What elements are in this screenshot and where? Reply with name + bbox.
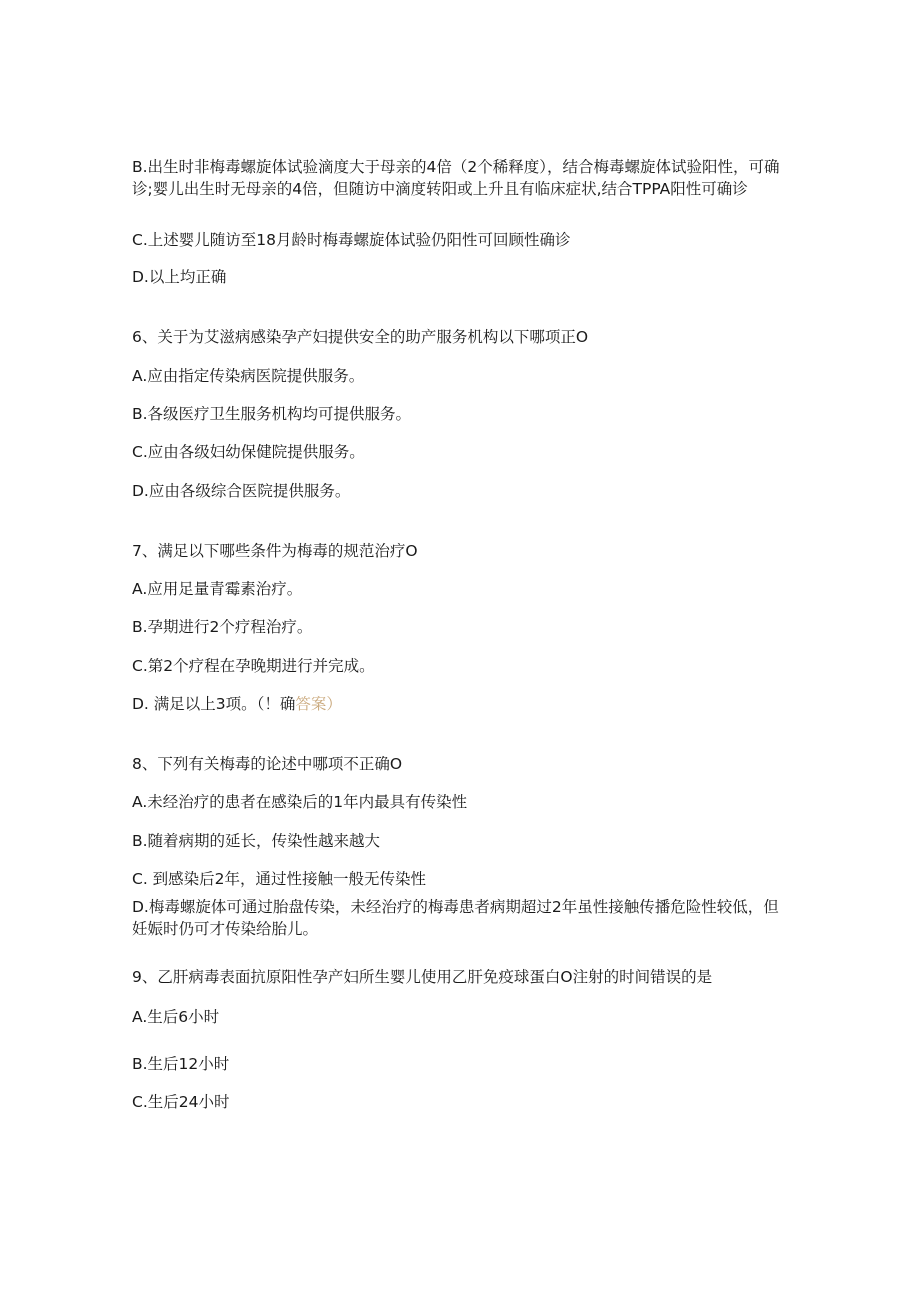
q6-option-d: D.应由各级综合医院提供服务。 — [132, 482, 351, 500]
q7-option-d-text: D. 满足以上3项。（！确 — [132, 695, 296, 713]
q7-question: 7、满足以下哪些条件为梅毒的规范治疗O — [132, 542, 418, 560]
q8-option-c: C. 到感染后2年，通过性接触一般无传染性 — [132, 870, 427, 888]
q8-option-b: B.随着病期的延长，传染性越来越大 — [132, 832, 381, 850]
q9-option-b: B.生后12小时 — [132, 1055, 230, 1073]
q5-option-c: C.上述婴儿随访至18月龄时梅毒螺旋体试验仍阳性可回顾性确诊 — [132, 231, 571, 249]
q8-question: 8、下列有关梅毒的论述中哪项不正确O — [132, 755, 403, 773]
q5-option-d: D.以上均正确 — [132, 268, 227, 286]
q6-option-c: C.应由各级妇幼保健院提供服务。 — [132, 443, 365, 461]
q6-option-b: B.各级医疗卫生服务机构均可提供服务。 — [132, 405, 412, 423]
q9-question: 9、乙肝病毒表面抗原阳性孕产妇所生婴儿使用乙肝免疫球蛋白O注射的时间错误的是 — [132, 968, 713, 986]
q9-option-a: A.生后6小时 — [132, 1008, 220, 1026]
q7-option-a: A.应用足量青霉素治疗。 — [132, 580, 303, 598]
q8-option-a: A.未经治疗的患者在感染后的1年内最具有传染性 — [132, 793, 468, 811]
q7-option-d — [132, 693, 342, 715]
q8-option-d: D.梅毒螺旋体可通过胎盘传染，未经治疗的梅毒患者病期超过2年虽性接触传播危险性较低，但妊娠时仍可才传染给胎儿。 — [132, 898, 779, 938]
q7-answer-label: 答案） — [295, 695, 342, 713]
q6-question: 6、关于为艾滋病感染孕产妇提供安全的助产服务机构以下哪项正O — [132, 328, 589, 346]
q7-option-b: B.孕期进行2个疗程治疗。 — [132, 618, 313, 636]
q5-option-b: B.出生时非梅毒螺旋体试验滴度大于母亲的4倍（2个稀释度），结合梅毒螺旋体试验阳性，可确诊;婴儿出生时无母亲的4倍，但随访中滴度转阳或上升且有临床症状,结合TPPA阳性可确诊 — [132, 158, 780, 198]
q7-option-c: C.第2个疗程在孕晚期进行并完成。 — [132, 657, 375, 675]
q6-option-a: A.应由指定传染病医院提供服务。 — [132, 367, 365, 385]
q9-option-c: C.生后24小时 — [132, 1093, 230, 1111]
